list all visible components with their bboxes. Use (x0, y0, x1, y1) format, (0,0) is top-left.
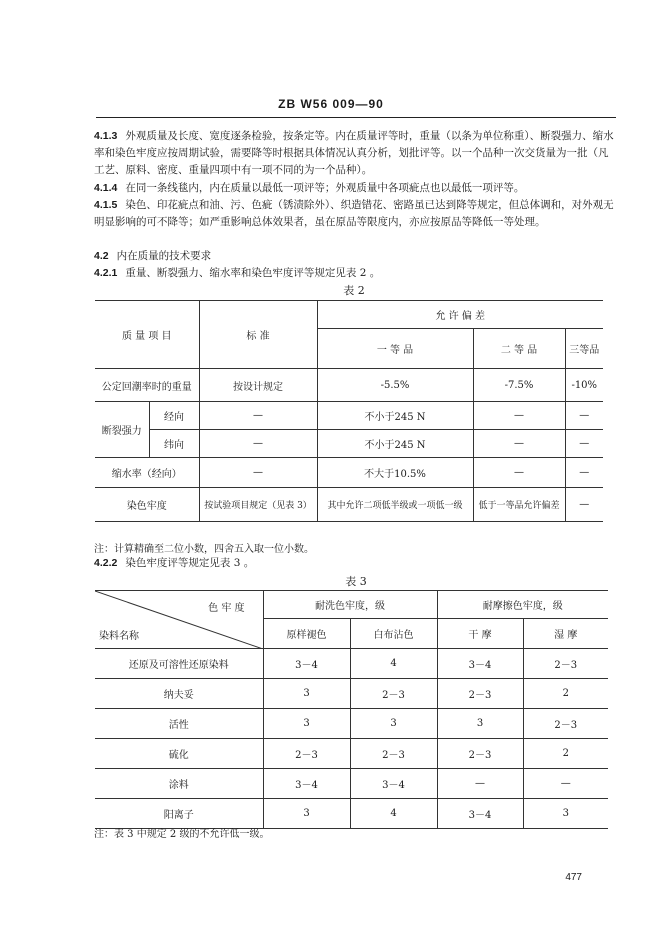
third-grade-cell: — (565, 458, 603, 488)
original-fade-cell: 3 (263, 709, 350, 739)
dye-name-cell: 还原及可溶性还原染料 (95, 649, 263, 679)
table2-caption: 表 2 (343, 284, 365, 297)
header-white-cloth-stain: 白布沾色 (350, 619, 437, 649)
header-dye-name: 染料名称 (99, 631, 139, 642)
clause-number: 4.2.1 (94, 267, 118, 279)
clause-number: 4.1.3 (94, 130, 118, 142)
table-row (95, 769, 608, 799)
original-fade-cell: 3 (263, 799, 350, 829)
clause-number: 4.1.4 (94, 182, 118, 194)
item-cell: 公定回潮率时的重量 (95, 369, 199, 402)
cloth-stain-cell: 2－3 (350, 679, 437, 709)
second-grade-cell: -7.5% (473, 369, 565, 402)
table3-note: 注：表 3 中规定 2 级的不允许低一级。 (94, 829, 270, 840)
dry-rub-cell: — (437, 769, 523, 799)
dye-name-cell: 纳夫妥 (95, 679, 263, 709)
item-cell: 缩水率（经向） (95, 458, 199, 488)
table-2 (95, 300, 603, 522)
header-third-grade: 三等品 (565, 329, 603, 369)
dry-rub-cell: 2－3 (437, 679, 523, 709)
first-grade-cell: -5.5% (317, 369, 473, 402)
sub-item-cell: 经向 (149, 402, 199, 430)
third-grade-cell: — (565, 488, 603, 522)
clause-number: 4.2.2 (94, 557, 118, 569)
dry-rub-cell: 3 (437, 709, 523, 739)
table2-note: 注：计算精确至二位小数，四舍五入取一位小数。 (94, 544, 314, 555)
first-grade-cell: 不小于245 N (317, 402, 473, 430)
sub-item-cell: 纬向 (149, 430, 199, 458)
page-number: 477 (565, 872, 582, 883)
header-rub-fastness: 耐摩擦色牢度，级 (437, 591, 608, 619)
second-grade-cell: — (473, 430, 565, 458)
paragraph-4-1-5 (94, 197, 616, 231)
cloth-stain-cell: 4 (350, 799, 437, 829)
table-row (95, 799, 608, 829)
clause-text: 在同一条线毯内，内在质量以最低一项评等；外观质量中各项疵点也以最低一项评等。 (125, 182, 525, 194)
table-row (95, 430, 603, 458)
table3-caption: 表 3 (345, 575, 367, 588)
third-grade-cell: -10% (565, 369, 603, 402)
clause-text: 内在质量的技术要求 (116, 250, 212, 262)
dye-name-cell: 活性 (95, 709, 263, 739)
cloth-stain-cell: 4 (350, 649, 437, 679)
second-grade-cell: 低于一等品允许偏差 (473, 488, 565, 522)
table-row (95, 458, 603, 488)
third-grade-cell: — (565, 402, 603, 430)
table-row (95, 369, 603, 402)
original-fade-cell: 3－4 (263, 769, 350, 799)
header-wet-rub: 湿 摩 (523, 619, 608, 649)
table-3 (95, 590, 608, 829)
table-row (95, 739, 608, 769)
paragraph-4-2-2 (94, 555, 616, 572)
first-grade-cell: 不小于245 N (317, 430, 473, 458)
standard-cell: — (199, 402, 317, 430)
dye-name-cell: 涂料 (95, 769, 263, 799)
clause-text: 染色牢度评等规定见表 3 。 (125, 557, 255, 569)
header-fastness: 色 牢 度 (208, 603, 245, 614)
dry-rub-cell: 3－4 (437, 649, 523, 679)
header-standard: 标 准 (199, 301, 317, 369)
standard-cell: — (199, 430, 317, 458)
dry-rub-cell: 3－4 (437, 799, 523, 829)
header-quality-item: 质 量 项 目 (95, 301, 199, 369)
second-grade-cell: — (473, 402, 565, 430)
header-dry-rub: 干 摩 (437, 619, 523, 649)
paragraph-4-1-3 (94, 128, 616, 179)
dye-name-cell: 硫化 (95, 739, 263, 769)
header-second-grade: 二 等 品 (473, 329, 565, 369)
item-cell: 断裂强力 (95, 402, 149, 458)
clause-number: 4.1.5 (94, 199, 118, 211)
table-row (95, 649, 608, 679)
table-row (95, 488, 603, 522)
header-wash-fastness: 耐洗色牢度，级 (263, 591, 437, 619)
standard-code-header: ZB W56 009—90 (278, 97, 384, 111)
original-fade-cell: 3－4 (263, 649, 350, 679)
clause-text: 染色、印花疵点和油、污、色疵（锈渍除外）、织造错花、密路虽已达到降等规定，但总体调和，对外观无明显影响的可不降等；如严重影响总体效果者，虽在原品等限度内，亦应按原品等降低一等处理。 (94, 199, 614, 228)
cloth-stain-cell: 3－4 (350, 769, 437, 799)
wet-rub-cell: — (523, 769, 608, 799)
first-grade-cell: 不大于10.5% (317, 458, 473, 488)
third-grade-cell: — (565, 430, 603, 458)
original-fade-cell: 2－3 (263, 739, 350, 769)
cloth-stain-cell: 2－3 (350, 739, 437, 769)
header-rule (96, 117, 616, 118)
wet-rub-cell: 3 (523, 799, 608, 829)
header-allowed-deviation: 允 许 偏 差 (317, 301, 603, 329)
wet-rub-cell: 2 (523, 739, 608, 769)
dry-rub-cell: 2－3 (437, 739, 523, 769)
wet-rub-cell: 2 (523, 679, 608, 709)
table-row (95, 402, 603, 430)
dye-name-cell: 阳离子 (95, 799, 263, 829)
first-grade-cell: 其中允许二项低半级或一项低一级 (317, 488, 473, 522)
wet-rub-cell: 2－3 (523, 709, 608, 739)
wet-rub-cell: 2－3 (523, 649, 608, 679)
second-grade-cell: — (473, 458, 565, 488)
table-row (95, 709, 608, 739)
paragraph-4-2 (94, 248, 616, 265)
cloth-stain-cell: 3 (350, 709, 437, 739)
table-row (95, 679, 608, 709)
clause-number: 4.2 (94, 250, 109, 262)
header-diagonal-cell (95, 591, 263, 649)
paragraph-4-1-4 (94, 180, 616, 197)
original-fade-cell: 3 (263, 679, 350, 709)
standard-cell: — (199, 458, 317, 488)
header-first-grade: 一 等 品 (317, 329, 473, 369)
clause-text: 重量、断裂强力、缩水率和染色牢度评等规定见表 2 。 (125, 267, 381, 279)
clause-text: 外观质量及长度、宽度逐条检验，按条定等。内在质量评等时，重量（以条为单位称重）、断裂强力、缩水率和染色牢度应按周期试验，需要降等时根据具体情况认真分析，划批评等。以一个品种一次交货量为一批（凡工艺、原料、密度、重量四项中有一项不同的为一个品种）。 (94, 130, 614, 176)
paragraph-4-2-1 (94, 265, 616, 282)
item-cell: 染色牢度 (95, 488, 199, 522)
header-original-fade: 原样褪色 (263, 619, 350, 649)
standard-cell: 按试验项目规定（见表 3） (199, 488, 317, 522)
standard-cell: 按设计规定 (199, 369, 317, 402)
